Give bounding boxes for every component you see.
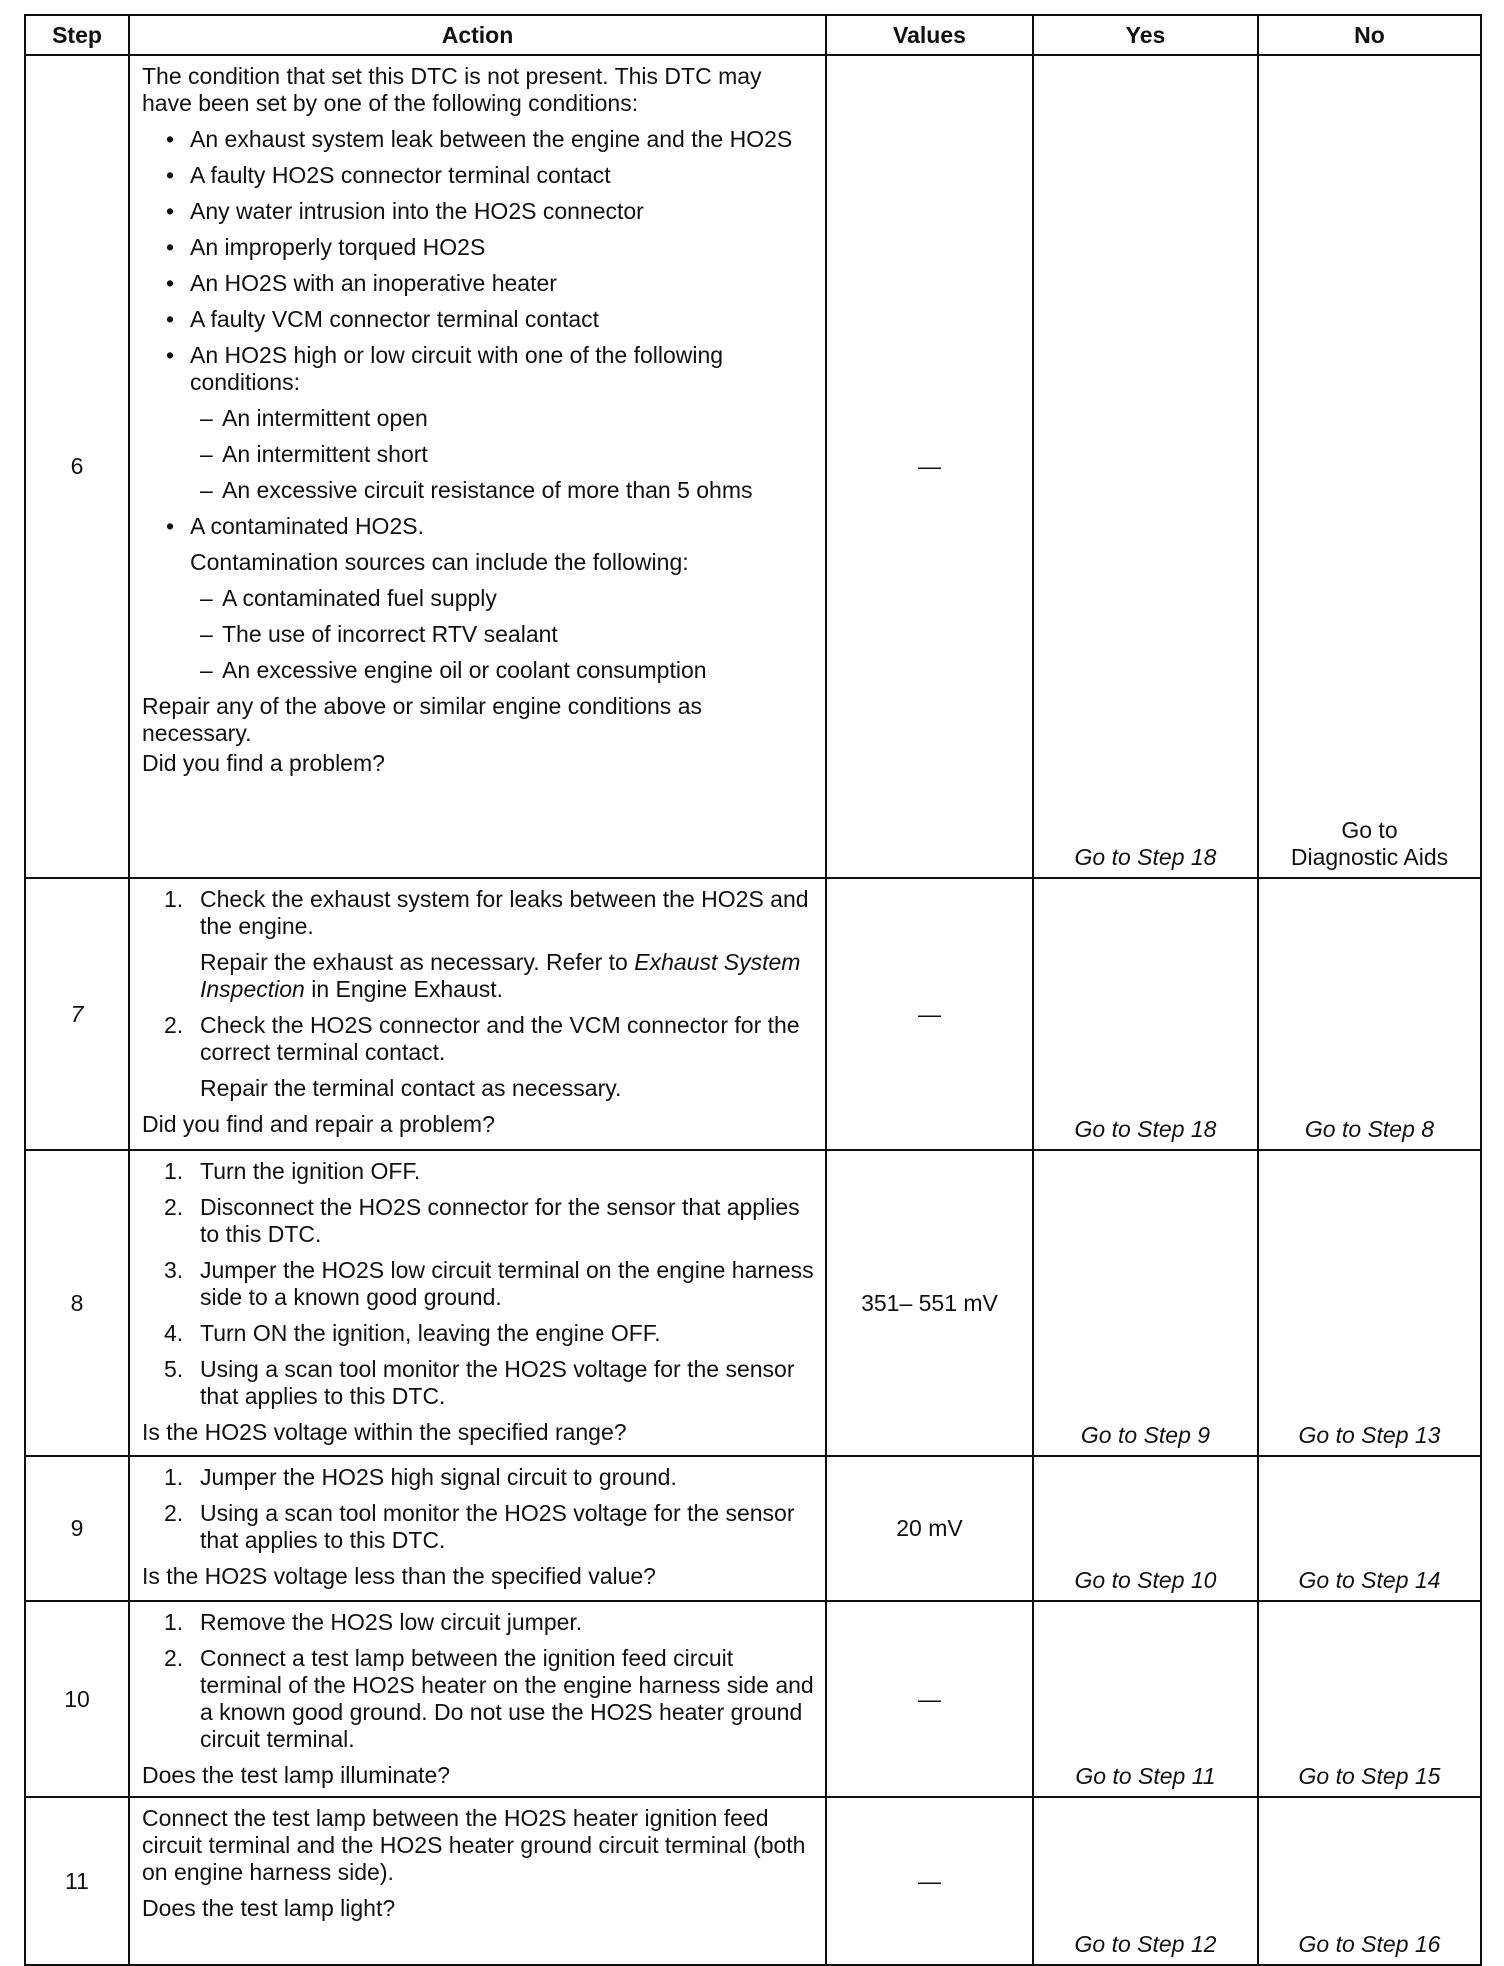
item-note: Repair the terminal contact as necessary. [200, 1075, 622, 1101]
action-cell [129, 55, 826, 878]
item-text: Check the HO2S connector and the VCM connector for the correct terminal contact. [200, 1012, 800, 1065]
action-cell [129, 1601, 826, 1797]
numbered-item [142, 1609, 815, 1636]
item-text: Disconnect the HO2S connector for the sensor that applies to this DTC. [200, 1194, 800, 1247]
numbered-item [142, 1464, 815, 1491]
dash-item [142, 405, 815, 432]
action-intro: The condition that set this DTC is not present. This DTC may have been set by one of the following conditions: [142, 63, 762, 116]
header-yes: Yes [1033, 15, 1258, 55]
table-row [25, 1601, 1481, 1797]
yes-cell: Go to Step 10 [1033, 1456, 1258, 1601]
yes-cell: Go to Step 18 [1033, 55, 1258, 878]
no-cell: Go to Step 14 [1258, 1456, 1481, 1601]
note-text: Repair the exhaust as necessary. Refer to [200, 949, 635, 975]
yes-cell: Go to Step 12 [1033, 1797, 1258, 1965]
condition-bullet: • Any water intrusion into the HO2S connector [142, 198, 815, 225]
values-cell: 20 mV [826, 1456, 1033, 1601]
question-text: Is the HO2S voltage less than the specified value? [142, 1563, 656, 1589]
dash-text: The use of incorrect RTV sealant [222, 621, 558, 647]
repair-text: Repair any of the above or similar engine conditions as necessary. [142, 693, 702, 746]
condition-bullet: • A faulty VCM connector terminal contact [142, 306, 815, 333]
header-row [25, 15, 1481, 55]
table-row [25, 1797, 1481, 1965]
step-number: 9 [25, 1456, 129, 1601]
dash-marker: – [200, 621, 213, 647]
table-row [25, 1150, 1481, 1456]
no-cell: Go to Step 15 [1258, 1601, 1481, 1797]
note-text: in Engine Exhaust. [304, 976, 504, 1002]
header-step: Step [25, 15, 129, 55]
item-text: Using a scan tool monitor the HO2S voltage for the sensor that applies to this DTC. [200, 1500, 795, 1553]
table-row [25, 878, 1481, 1150]
dash-item [142, 621, 815, 648]
item-text: Jumper the HO2S low circuit terminal on the engine harness side to a known good ground. [200, 1257, 814, 1310]
item-number: 1. [164, 1609, 184, 1635]
numbered-item [142, 1500, 815, 1554]
dash-text: An intermittent open [222, 405, 428, 431]
item-number: 3. [164, 1257, 184, 1283]
condition-bullet: • An exhaust system leak between the engine and the HO2S [142, 126, 815, 153]
values-cell: 351– 551 mV [826, 1150, 1033, 1456]
item-number: 4. [164, 1320, 184, 1346]
question-text: Is the HO2S voltage within the specified range? [142, 1419, 627, 1445]
dash-marker: – [200, 657, 213, 683]
diagnostic-table-container [24, 14, 1480, 1966]
item-number: 2. [164, 1500, 184, 1526]
contamination-note: Contamination sources can include the following: [190, 549, 689, 575]
step-number: 10 [25, 1601, 129, 1797]
action-cell [129, 1797, 826, 1965]
numbered-item [142, 1257, 815, 1311]
item-note [142, 949, 815, 1003]
item-text: Turn the ignition OFF. [200, 1158, 421, 1184]
header-no: No [1258, 15, 1481, 55]
condition-bullet: • An HO2S high or low circuit with one of the following conditions: [142, 342, 815, 396]
values-cell: — [826, 55, 1033, 878]
item-text: Remove the HO2S low circuit jumper. [200, 1609, 583, 1635]
values-cell: — [826, 1601, 1033, 1797]
step-number: 7 [25, 878, 129, 1150]
yes-cell: Go to Step 18 [1033, 878, 1258, 1150]
condition-bullet: • An improperly torqued HO2S [142, 234, 815, 261]
item-number: 2. [164, 1012, 184, 1038]
condition-bullet: • An HO2S with an inoperative heater [142, 270, 815, 297]
dash-marker: – [200, 477, 213, 503]
table-row [25, 1456, 1481, 1601]
header-values: Values [826, 15, 1033, 55]
no-cell [1258, 55, 1481, 878]
question-text: Does the test lamp illuminate? [142, 1762, 451, 1788]
dash-text: A contaminated fuel supply [222, 585, 497, 611]
step-number: 11 [25, 1797, 129, 1965]
condition-bullet: • A contaminated HO2S. [142, 513, 815, 540]
action-cell [129, 1456, 826, 1601]
no-line: Go to [1341, 817, 1398, 843]
item-number: 1. [164, 886, 184, 912]
action-cell [129, 1150, 826, 1456]
diagnostic-table [24, 14, 1482, 1966]
item-number: 5. [164, 1356, 184, 1382]
item-text: Using a scan tool monitor the HO2S voltage for the sensor that applies to this DTC. [200, 1356, 795, 1409]
item-text: Check the exhaust system for leaks between the HO2S and the engine. [200, 886, 809, 939]
values-cell: — [826, 878, 1033, 1150]
item-number: 1. [164, 1158, 184, 1184]
numbered-item [142, 1194, 815, 1248]
no-cell: Go to Step 13 [1258, 1150, 1481, 1456]
dash-text: An excessive circuit resistance of more than 5 ohms [222, 477, 753, 503]
question-text: Did you find a problem? [142, 750, 385, 776]
item-number: 1. [164, 1464, 184, 1490]
yes-cell: Go to Step 9 [1033, 1150, 1258, 1456]
action-text: Connect the test lamp between the HO2S heater ignition feed circuit terminal and the HO2S heater ground circuit terminal (both on engine harness side). [142, 1805, 806, 1885]
condition-bullet: • A faulty HO2S connector terminal contact [142, 162, 815, 189]
no-cell: Go to Step 16 [1258, 1797, 1481, 1965]
dash-marker: – [200, 405, 213, 431]
table-row [25, 55, 1481, 878]
reference-link[interactable]: Exhaust System Inspection [200, 949, 801, 1002]
no-line: Diagnostic Aids [1290, 844, 1449, 870]
dash-marker: – [200, 441, 213, 467]
dash-text: An excessive engine oil or coolant consumption [222, 657, 707, 683]
numbered-item [142, 1320, 815, 1347]
dash-item [142, 441, 815, 468]
values-cell: — [826, 1797, 1033, 1965]
question-text: Did you find and repair a problem? [142, 1111, 495, 1137]
numbered-item [142, 886, 815, 940]
step-number: 6 [25, 55, 129, 878]
item-number: 2. [164, 1645, 184, 1671]
action-cell [129, 878, 826, 1150]
dash-item [142, 657, 815, 684]
item-text: Turn ON the ignition, leaving the engine OFF. [200, 1320, 661, 1346]
item-text: Connect a test lamp between the ignition feed circuit terminal of the HO2S heater on the engine harness side and a known good ground. Do not use the HO2S heater ground circuit terminal. [200, 1645, 814, 1752]
dash-marker: – [200, 585, 213, 611]
numbered-item [142, 1645, 815, 1753]
numbered-item [142, 1158, 815, 1185]
item-text: Jumper the HO2S high signal circuit to ground. [200, 1464, 677, 1490]
numbered-item [142, 1012, 815, 1066]
item-number: 2. [164, 1194, 184, 1220]
question-text: Does the test lamp light? [142, 1895, 396, 1921]
step-number: 8 [25, 1150, 129, 1456]
dash-item [142, 477, 815, 504]
yes-cell: Go to Step 11 [1033, 1601, 1258, 1797]
numbered-item [142, 1356, 815, 1410]
header-action: Action [129, 15, 826, 55]
no-cell: Go to Step 8 [1258, 878, 1481, 1150]
dash-text: An intermittent short [222, 441, 428, 467]
dash-item [142, 585, 815, 612]
